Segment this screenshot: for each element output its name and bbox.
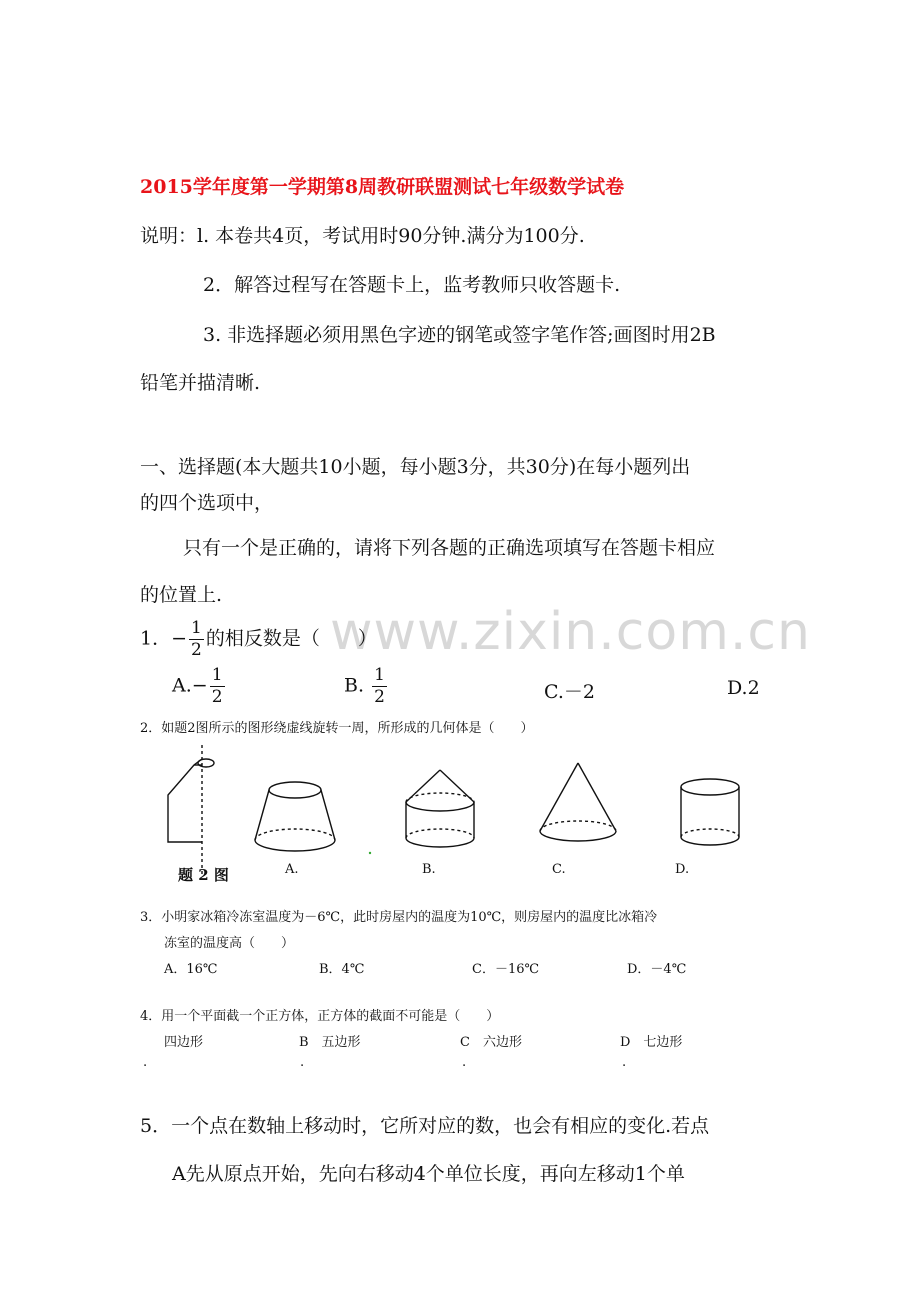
q4-dot-a: . <box>143 1055 148 1070</box>
q4-dot-c: . <box>462 1055 467 1070</box>
q4-option-d: D 七边形 <box>620 1035 683 1050</box>
q4-option-a: 四边形 <box>164 1035 204 1050</box>
q1-a-minus: − <box>191 674 208 697</box>
q2-option-c-cone <box>540 763 616 841</box>
q2-figures <box>150 745 770 885</box>
section1-line2: 的四个选项中， <box>140 492 274 514</box>
question-1 <box>140 620 377 659</box>
q2-fig-caption: 题 2 图 <box>178 866 229 884</box>
q1-a-den: 2 <box>211 687 223 707</box>
q3-option-b: B．4℃ <box>319 962 365 977</box>
watermark: www.zixin.com.cn <box>330 602 811 662</box>
q1-a-label: A. <box>172 674 192 697</box>
q1-option-a <box>172 667 227 706</box>
q2-option-d-cylinder <box>681 779 739 845</box>
q2-option-b-cone-cylinder <box>406 770 474 847</box>
q1-option-c: C.－2 <box>544 681 595 703</box>
q2-option-a-frustum <box>255 782 335 851</box>
stray-dot <box>369 852 371 854</box>
q1-fraction <box>189 620 204 659</box>
q4-dot-b: . <box>300 1055 305 1070</box>
exam-title: 2015学年度第一学期第8周教研联盟测试七年级数学试卷 <box>140 176 625 198</box>
q1-b-label: B. <box>344 674 365 697</box>
q4-dot-d: . <box>622 1055 627 1070</box>
q1-b-fraction <box>372 667 387 706</box>
q1-option-b <box>344 667 389 706</box>
q3-option-c: C．－16℃ <box>472 962 540 977</box>
q2-label-b: B. <box>422 862 436 877</box>
section1-line1: 一、选择题(本大题共10小题，每小题3分，共30分)在每小题列出 <box>140 456 691 478</box>
q1-num: 1 <box>191 618 202 638</box>
q1-a-num: 1 <box>211 665 223 685</box>
instruction-3a: 3. 非选择题必须用黑色字迹的钢笔或签字笔作答;画图时用2B <box>203 324 716 346</box>
instruction-1: 说明：l. 本卷共4页，考试用时90分钟.满分为100分. <box>140 225 585 247</box>
q1-number: 1． <box>140 627 172 650</box>
section1-line3: 只有一个是正确的，请将下列各题的正确选项填写在答题卡相应 <box>183 537 716 559</box>
q1-b-den: 2 <box>374 687 385 707</box>
q3-option-d: D．－4℃ <box>627 962 687 977</box>
question-4: 4．用一个平面截一个正方体，正方体的截面不可能是（ ） <box>140 1009 500 1024</box>
q1-text: 的相反数是（ ） <box>205 627 377 650</box>
instruction-3b: 铅笔并描清晰. <box>140 372 261 394</box>
q3-option-a: A．16℃ <box>164 962 218 977</box>
instruction-2: 2．解答过程写在答题卡上，监考教师只收答题卡. <box>203 274 621 296</box>
q4-option-b: B 五边形 <box>299 1035 361 1050</box>
q1-option-d: D.2 <box>727 677 760 699</box>
q1-b-num: 1 <box>374 665 385 685</box>
question-3-line1: 3．小明家冰箱冷冻室温度为－6℃，此时房屋内的温度为10℃，则房屋内的温度比冰箱冷 <box>140 910 658 925</box>
section1-line4: 的位置上. <box>140 584 223 606</box>
question-5-line2: A先从原点开始，先向右移动4个单位长度，再向左移动1个单 <box>172 1163 685 1185</box>
question-2: 2．如题2图所示的图形绕虚线旋转一周，所形成的几何体是（ ） <box>140 721 534 736</box>
q1-minus: − <box>171 627 188 650</box>
q1-den: 2 <box>191 640 202 660</box>
q2-label-c: C. <box>552 862 566 877</box>
q4-option-c: C 六边形 <box>460 1035 522 1050</box>
question-3-line2: 冻室的温度高（ ） <box>164 936 295 951</box>
q1-a-fraction <box>210 667 225 706</box>
question-5-line1: 5．一个点在数轴上移动时，它所对应的数，也会有相应的变化.若点 <box>140 1115 710 1137</box>
q2-label-a: A. <box>285 862 299 877</box>
q2-rotation-figure <box>168 745 214 875</box>
q2-label-d: D. <box>675 862 690 877</box>
